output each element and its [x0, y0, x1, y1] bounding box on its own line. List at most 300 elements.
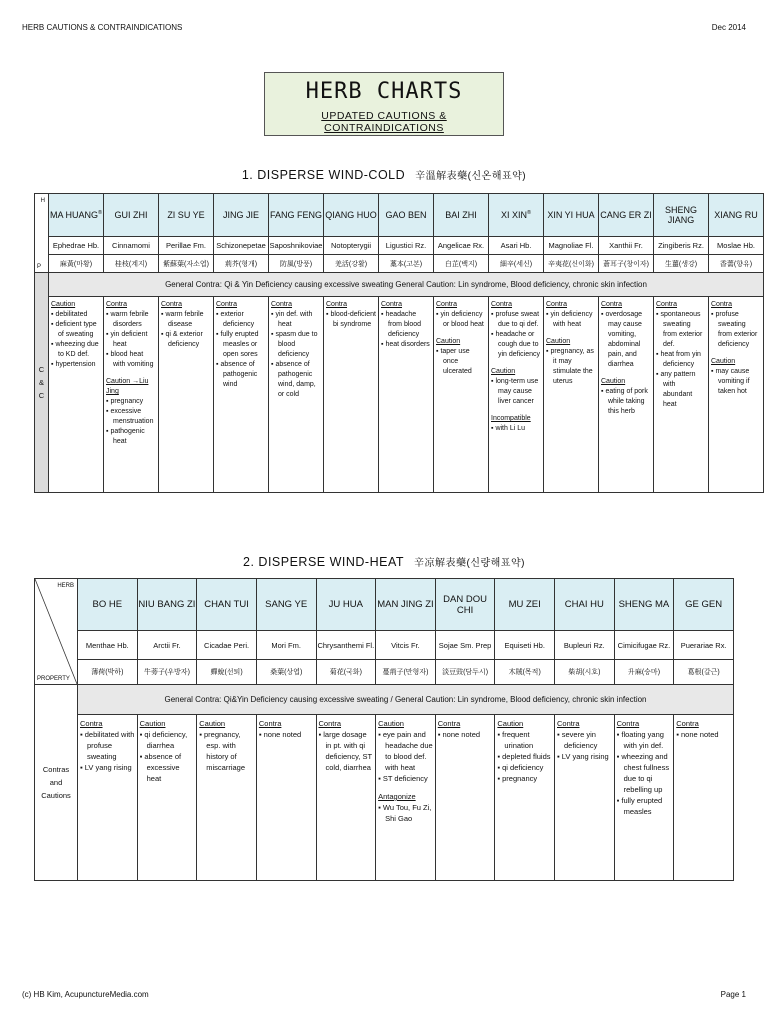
bullet-icon: ▪: [601, 388, 606, 395]
note-label: Contra: [258, 719, 282, 728]
bullet-icon: ▪: [216, 311, 221, 318]
herb-name: QIANG HUO: [325, 210, 377, 220]
note-item: [259, 729, 314, 740]
note-label: Contra: [216, 301, 238, 308]
title-box: [264, 72, 504, 136]
note-label: Contra: [711, 301, 733, 308]
note-item: [491, 310, 541, 330]
note-item: [711, 310, 761, 350]
note-item: [617, 751, 672, 795]
note-item-text: frequent urination: [502, 730, 534, 750]
herb-korean-name: 蔓荊子(만형자): [376, 660, 436, 685]
side-label-cc: [35, 273, 49, 493]
note-item-text: qi deficiency, diarrhea: [144, 730, 188, 750]
note-item-text: absence of pathogenic wind: [220, 361, 258, 388]
note-item-text: eating of pork while taking this herb: [605, 388, 648, 415]
note-item-text: profuse sweating from exterior deficiency: [715, 311, 758, 348]
note-item: [106, 310, 156, 330]
note-item: [216, 360, 266, 390]
note-item-text: spontaneous sweating from exterior def.: [660, 311, 703, 348]
bullet-icon: ▪: [491, 331, 496, 338]
note-item: [51, 340, 101, 360]
bullet-icon: ▪: [546, 311, 551, 318]
corner-diagonal-line: [35, 579, 77, 684]
herb-name-cell: [654, 194, 709, 237]
note-item: [140, 729, 195, 751]
side-label-line: C: [38, 365, 45, 374]
note-item-text: yin def. with heat: [275, 311, 313, 328]
herb-latin-name: Mori Fm.: [256, 631, 316, 660]
herb-name: XIN YI HUA: [547, 210, 595, 220]
herb-notes-cell: [316, 715, 376, 881]
herb-latin-name: Zingiberis Rz.: [654, 237, 709, 255]
herb-korean-name: 菊花(국화): [316, 660, 376, 685]
section1-title: [0, 167, 768, 182]
note-item: [491, 424, 541, 434]
herb-notes-cell: [197, 715, 257, 881]
herb-latin-name: Notopterygii: [324, 237, 379, 255]
note-item: [656, 370, 706, 410]
note-item-text: exterior deficiency: [220, 311, 255, 328]
bullet-icon: ▪: [139, 730, 145, 739]
note-label: Caution: [436, 338, 461, 345]
note-item: [491, 330, 541, 360]
note-item-text: excessive menstruation: [110, 408, 154, 425]
note-spacer: [436, 330, 486, 337]
bullet-icon: ▪: [656, 351, 661, 358]
herb-name: BAI ZHI: [445, 210, 477, 220]
note-item-text: profuse sweat due to qi def.: [495, 311, 540, 328]
note-item: [106, 350, 156, 370]
herb-name-cell: [709, 194, 764, 237]
herb-name: MA HUANG: [49, 210, 98, 220]
herb-korean-name: 麻黃(마황): [49, 255, 104, 273]
herb-name: FANG FENG: [269, 210, 322, 220]
note-spacer: [106, 370, 156, 377]
herb-name: CHAN TUI: [204, 599, 249, 610]
herb-notes-cell: [324, 297, 379, 493]
note-item: [497, 773, 552, 784]
note-item-text: heat from yin deficiency: [660, 351, 701, 368]
note-item: [497, 751, 552, 762]
table-corner: [35, 579, 78, 685]
note-label: Incompatible: [491, 415, 531, 422]
bullet-icon: ▪: [711, 368, 716, 375]
herb-name-cell: [674, 579, 734, 631]
note-item: [378, 729, 433, 773]
herb-korean-name: 葛根(갈근): [674, 660, 734, 685]
bullet-icon: ▪: [161, 331, 166, 338]
note-label: Antagonize: [378, 792, 416, 801]
note-item-text: LV yang rising: [561, 752, 609, 761]
herb-name: GE GEN: [685, 599, 723, 610]
herb-name-cell: [495, 579, 555, 631]
note-label: Contra: [491, 301, 513, 308]
herb-notes-cell: [137, 715, 197, 881]
herb-korean-name: 柴胡(시호): [555, 660, 615, 685]
note-item-text: debilitated: [55, 311, 88, 318]
note-item-text: depleted fluids: [502, 752, 551, 761]
bullet-icon: ▪: [326, 311, 331, 318]
note-item-text: ST deficiency: [382, 774, 428, 783]
herb-latin-name: Puerariae Rx.: [674, 631, 734, 660]
bullet-icon: ▪: [557, 730, 562, 739]
note-item: [557, 729, 612, 751]
bullet-icon: ▪: [80, 730, 85, 739]
herb-korean-name: 荊芥(형개): [214, 255, 269, 273]
herb-latin-name: Magnoliae Fl.: [544, 237, 599, 255]
herb-name: SHENG JIANG: [664, 205, 697, 225]
bullet-icon: ▪: [51, 341, 56, 348]
herb-notes-cell: [269, 297, 324, 493]
bullet-icon: ▪: [491, 378, 496, 385]
herb-korean-name: 升麻(승마): [614, 660, 674, 685]
note-label: Caution →Liu Jing: [106, 378, 149, 395]
herb-notes-cell: [555, 715, 615, 881]
general-contra-caution: General Contra: Qi & Yin Deficiency causing excessive sweating General Caution: Lin syndrome, Blood deficiency, chronic skin infection: [49, 273, 764, 297]
note-item-text: hypertension: [55, 361, 96, 368]
note-item-text: any pattern with abundant heat: [660, 371, 696, 408]
note-item-text: Wu Tou, Fu Zi, Shi Gao: [382, 803, 432, 823]
registered-mark: ®: [97, 210, 103, 216]
bullet-icon: ▪: [378, 730, 383, 739]
bullet-icon: ▪: [381, 341, 386, 348]
note-item-text: none noted: [442, 730, 481, 739]
note-label: Contra: [616, 719, 640, 728]
herb-latin-name: Asari Hb.: [489, 237, 544, 255]
bullet-icon: ▪: [106, 331, 111, 338]
herb-notes-cell: [256, 715, 316, 881]
bullet-icon: ▪: [106, 398, 111, 405]
herb-name: CANG ER ZI: [600, 210, 652, 220]
bullet-icon: ▪: [616, 730, 622, 739]
note-label: Contra: [381, 301, 403, 308]
herb-name: GAO BEN: [385, 210, 427, 220]
note-item-text: qi & exterior deficiency: [165, 331, 203, 348]
note-item: [216, 310, 266, 330]
note-item-text: pregnancy: [110, 398, 144, 405]
note-item-text: yin deficiency or blood heat: [440, 311, 484, 328]
herb-latin-name: Menthae Hb.: [78, 631, 138, 660]
note-label: Caution: [497, 719, 524, 728]
bullet-icon: ▪: [271, 331, 276, 338]
note-item-text: fully erupted measles: [621, 796, 663, 816]
herb-notes-cell: [104, 297, 159, 493]
note-label: Contra: [161, 301, 183, 308]
bullet-icon: ▪: [616, 752, 622, 761]
bullet-icon: ▪: [546, 348, 551, 355]
bullet-icon: ▪: [601, 311, 606, 318]
side-label-contras-cautions: [35, 685, 78, 881]
note-item: [557, 751, 612, 762]
side-label-line: Cautions: [41, 791, 71, 800]
note-item: [161, 310, 211, 330]
herb-notes-cell: [495, 715, 555, 881]
herb-latin-name: Bupleuri Rz.: [555, 631, 615, 660]
bullet-icon: ▪: [497, 730, 503, 739]
general-contra-caution: General Contra: Qi&Yin Deficiency causing excessive sweating / General Caution: Lin syndrome, Blood deficiency, chronic skin infection: [78, 685, 734, 715]
note-label: Contra: [546, 301, 568, 308]
herb-name-cell: [316, 579, 376, 631]
herb-latin-name: Xanthii Fr.: [599, 237, 654, 255]
herb-korean-name: 紫蘇葉(자소엽): [159, 255, 214, 273]
note-label: Caution: [491, 368, 516, 375]
note-item: [106, 397, 156, 407]
herb-latin-name: Saposhnikoviae: [269, 237, 324, 255]
herb-latin-name: Cinnamomi: [104, 237, 159, 255]
note-item: [106, 427, 156, 447]
note-label: Caution: [51, 301, 76, 308]
note-item-text: deficient type of sweating: [55, 321, 97, 338]
herb-notes-cell: [376, 715, 436, 881]
herb-notes-cell: [214, 297, 269, 493]
herb-name: MU ZEI: [508, 599, 541, 610]
note-item-text: yin deficiency with heat: [550, 311, 593, 328]
note-item: [106, 330, 156, 350]
note-item: [656, 310, 706, 350]
note-item: [438, 729, 493, 740]
note-item-text: headache or cough due to yin deficiency: [495, 331, 541, 358]
note-item-text: qi deficiency: [502, 763, 544, 772]
herb-name-cell: [555, 579, 615, 631]
section2-korean: 辛凉解表藥(신량해표약): [414, 558, 525, 569]
note-item: [601, 310, 651, 370]
herb-notes-cell: [159, 297, 214, 493]
wind-heat-table: [34, 578, 734, 881]
table-corner: [35, 194, 49, 273]
note-label: Contra: [676, 719, 699, 728]
note-item-text: pregnancy: [502, 774, 538, 783]
herb-name: GUI ZHI: [114, 210, 148, 220]
herb-name: MAN JING ZI: [377, 599, 434, 610]
bullet-icon: ▪: [491, 425, 496, 432]
note-item: [378, 773, 433, 784]
herb-latin-name: Cimicifugae Rz.: [614, 631, 674, 660]
corner-herb-label: H: [40, 198, 45, 204]
note-item-text: large dosage in pt. with qi deficiency, ST cold, diarrhea: [323, 730, 372, 772]
herb-latin-name: Sojae Sm. Prep: [435, 631, 495, 660]
herb-notes-cell: [599, 297, 654, 493]
herb-name: SANG YE: [265, 599, 308, 610]
bullet-icon: ▪: [199, 730, 204, 739]
bullet-icon: ▪: [51, 361, 56, 368]
herb-korean-name: 蟬蛻(선퇴): [197, 660, 257, 685]
note-item-text: taper use once ulcerated: [440, 348, 472, 375]
herb-korean-name: 淡豆豉(담두시): [435, 660, 495, 685]
herb-korean-name: 桑葉(상엽): [256, 660, 316, 685]
note-item: [617, 729, 672, 751]
herb-name-cell: [599, 194, 654, 237]
herb-korean-name: 羌活(강활): [324, 255, 379, 273]
herb-korean-name: 桂枝(계지): [104, 255, 159, 273]
herb-latin-name: Equiseti Hb.: [495, 631, 555, 660]
registered-mark: ®: [526, 210, 532, 216]
note-item-text: wheezing and chest fullness due to qi rebelling up: [621, 752, 670, 794]
bullet-icon: ▪: [139, 752, 145, 761]
page-subtitle: UPDATED CAUTIONS & CONTRAINDICATIONS: [321, 110, 447, 134]
herb-name-cell: [197, 579, 257, 631]
note-label: Caution: [601, 378, 626, 385]
herb-notes-cell: [544, 297, 599, 493]
bullet-icon: ▪: [711, 311, 716, 318]
page-footer-copyright: (c) HB Kim, AcupunctureMedia.com: [22, 990, 149, 999]
herb-korean-name: 辛夷花(신이화): [544, 255, 599, 273]
side-label-line: C: [38, 391, 45, 400]
side-label-line: Contras: [42, 765, 70, 774]
note-spacer: [378, 784, 433, 791]
herb-name: DAN DOU CHI: [443, 593, 487, 616]
bullet-icon: ▪: [656, 311, 661, 318]
note-item: [676, 729, 731, 740]
herb-name: ZI SU YE: [167, 210, 205, 220]
bullet-icon: ▪: [378, 803, 383, 812]
herb-korean-name: 蒼耳子(창이자): [599, 255, 654, 273]
note-label: Contra: [106, 301, 128, 308]
note-label: Contra: [437, 719, 461, 728]
herb-korean-name: 牛蒡子(우방자): [137, 660, 197, 685]
herb-notes-cell: [435, 715, 495, 881]
page-header-date: Dec 2014: [711, 23, 746, 32]
section1-heading: 1. DISPERSE WIND-COLD: [241, 168, 406, 182]
bullet-icon: ▪: [216, 361, 221, 368]
corner-herb-label: HERB: [57, 583, 74, 589]
note-item-text: wheezing due to KD def.: [55, 341, 99, 358]
note-item: [656, 350, 706, 370]
bullet-icon: ▪: [106, 408, 111, 415]
herb-korean-name: 白芷(백지): [434, 255, 489, 273]
note-item-text: heat disorders: [385, 341, 430, 348]
herb-latin-name: Schizonepetae: [214, 237, 269, 255]
herb-name-cell: [434, 194, 489, 237]
note-item-text: yin deficient heat: [110, 331, 148, 348]
note-item: [711, 367, 761, 397]
herb-name: XI XIN: [500, 210, 527, 220]
note-item: [381, 340, 431, 350]
note-label: Caution: [199, 719, 226, 728]
note-item: [381, 310, 431, 340]
note-item-text: spasm due to blood deficiency: [275, 331, 318, 358]
note-item-text: eye pain and headache due to blood def. with heat: [382, 730, 433, 772]
note-spacer: [491, 407, 541, 414]
note-label: Caution: [711, 358, 736, 365]
herb-name-cell: [269, 194, 324, 237]
note-item: [378, 802, 433, 824]
note-label: Contra: [271, 301, 293, 308]
herb-name-cell: [379, 194, 434, 237]
herb-name: XIANG RU: [714, 210, 758, 220]
note-item-text: debilitated with profuse sweating: [84, 730, 135, 761]
herb-latin-name: Chrysanthemi Fl.: [316, 631, 376, 660]
bullet-icon: ▪: [106, 428, 111, 435]
herb-notes-cell: [489, 297, 544, 493]
wind-cold-table: [34, 193, 764, 493]
bullet-icon: ▪: [491, 311, 496, 318]
bullet-icon: ▪: [258, 730, 264, 739]
page-footer-page-number: Page 1: [720, 990, 746, 999]
section1-korean: 辛溫解表藥(신온해표약): [415, 171, 527, 182]
herb-name-cell: [256, 579, 316, 631]
page-header-title: HERB CAUTIONS & CONTRAINDICATIONS: [22, 23, 183, 32]
herb-notes-cell: [709, 297, 764, 493]
herb-notes-cell: [78, 715, 138, 881]
bullet-icon: ▪: [437, 730, 443, 739]
herb-notes-cell: [434, 297, 489, 493]
note-item-text: warm febrile disease: [165, 311, 204, 328]
note-item-text: none noted: [681, 730, 719, 739]
note-item-text: blood heat with vomiting: [110, 351, 154, 368]
bullet-icon: ▪: [51, 321, 56, 328]
herb-name-cell: [159, 194, 214, 237]
bullet-icon: ▪: [106, 311, 111, 318]
bullet-icon: ▪: [216, 331, 221, 338]
note-label: Contra: [601, 301, 623, 308]
herb-name: CHAI HU: [564, 599, 604, 610]
note-item: [80, 729, 135, 762]
note-label: Caution: [546, 338, 571, 345]
herb-name: SHENG MA: [618, 599, 670, 610]
note-item: [51, 320, 101, 340]
note-item-text: fully erupted measles or open sores: [220, 331, 259, 358]
note-label: Contra: [326, 301, 348, 308]
herb-name-cell: [376, 579, 436, 631]
bullet-icon: ▪: [656, 371, 661, 378]
note-item-text: none noted: [263, 730, 302, 739]
herb-latin-name: Perillae Fm.: [159, 237, 214, 255]
bullet-icon: ▪: [80, 763, 85, 772]
herb-name-cell: [78, 579, 138, 631]
note-spacer: [546, 330, 596, 337]
note-item: [326, 310, 376, 330]
herb-korean-name: 藁本(고본): [379, 255, 434, 273]
herb-korean-name: 細辛(세신): [489, 255, 544, 273]
note-item-text: with Li Lu: [495, 425, 526, 432]
note-item: [271, 310, 321, 330]
herb-korean-name: 木賊(목적): [495, 660, 555, 685]
herb-latin-name: Ephedrae Hb.: [49, 237, 104, 255]
herb-latin-name: Moslae Hb.: [709, 237, 764, 255]
herb-name: NIU BANG ZI: [138, 599, 196, 610]
note-label: Contra: [436, 301, 458, 308]
note-label: Contra: [80, 719, 103, 728]
herb-name-cell: [49, 194, 104, 237]
herb-latin-name: Cicadae Peri.: [197, 631, 257, 660]
note-item-text: pathogenic heat: [110, 428, 145, 445]
herb-name-cell: [104, 194, 159, 237]
herb-korean-name: 薄荷(박하): [78, 660, 138, 685]
note-item: [140, 751, 195, 784]
herb-notes-cell: [654, 297, 709, 493]
note-item-text: severe yin deficiency: [561, 730, 598, 750]
note-item-text: headache from blood deficiency: [385, 311, 422, 338]
herb-korean-name: 生薑(생강): [654, 255, 709, 273]
page-title: HERB CHARTS: [305, 79, 463, 104]
side-label-line: &: [38, 378, 44, 387]
note-item-text: blood-deficient bi syndrome: [330, 311, 376, 328]
herb-name-cell: [324, 194, 379, 237]
herb-latin-name: Angelicae Rx.: [434, 237, 489, 255]
bullet-icon: ▪: [106, 351, 111, 358]
herb-notes-cell: [614, 715, 674, 881]
note-item-text: warm febrile disorders: [110, 311, 149, 328]
note-item: [617, 795, 672, 817]
side-label-line: and: [49, 778, 63, 787]
note-item: [51, 310, 101, 320]
bullet-icon: ▪: [51, 311, 56, 318]
corner-property-label: P: [37, 264, 42, 270]
note-item: [601, 387, 651, 417]
note-item: [106, 407, 156, 427]
herb-notes-cell: [49, 297, 104, 493]
